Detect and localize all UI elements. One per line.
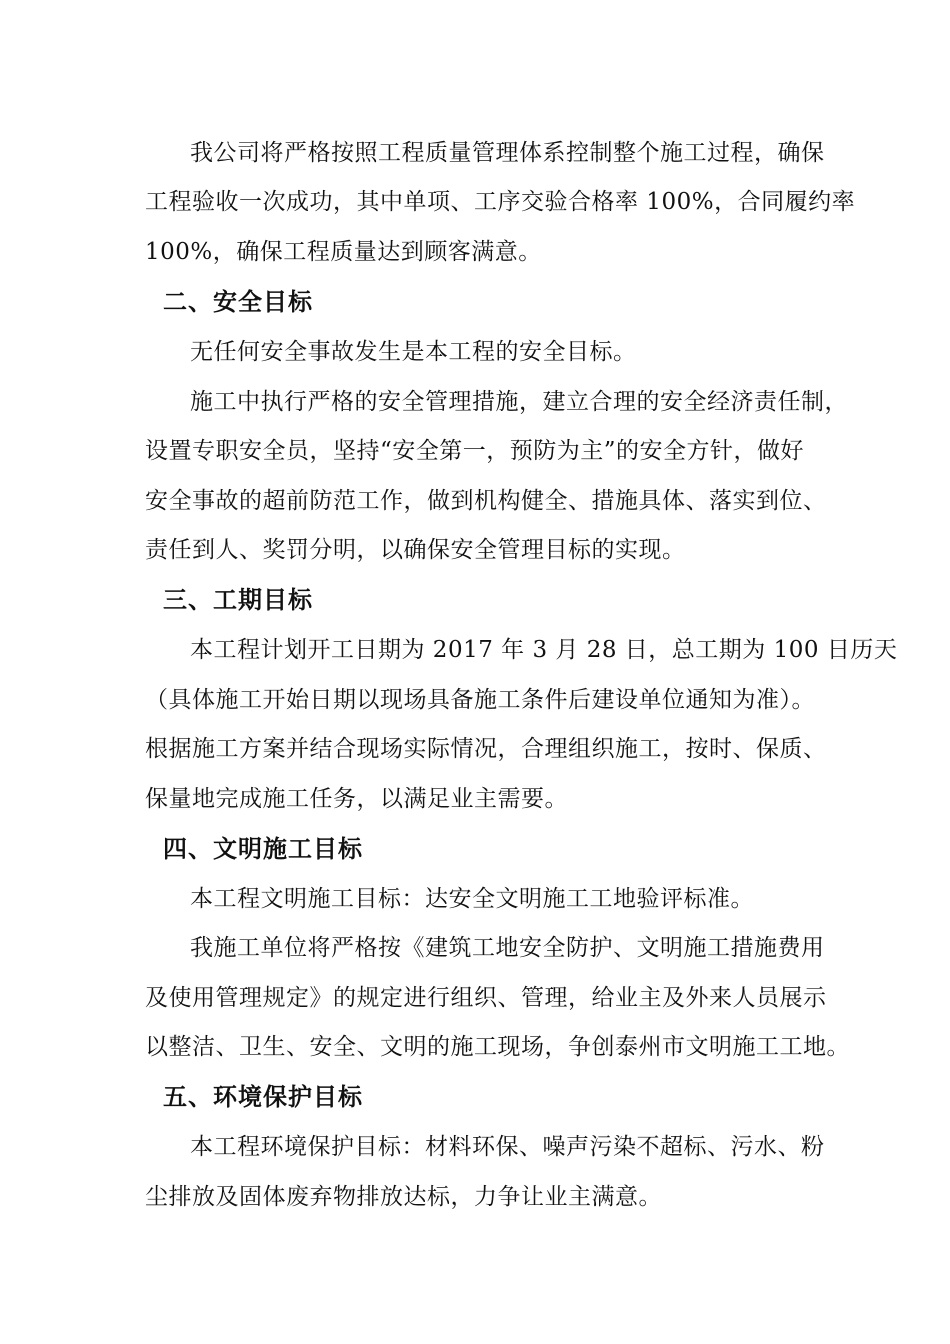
section-heading-safety: 二、安全目标 xyxy=(163,288,313,316)
paragraph-line: 本工程环境保护目标：材料环保、噪声污染不超标、污水、粉 xyxy=(190,1134,825,1160)
section-heading-civilized-construction: 四、文明施工目标 xyxy=(163,835,363,863)
paragraph-line: 保量地完成施工任务，以满足业主需要。 xyxy=(145,786,568,812)
paragraph-line: 我公司将严格按照工程质量管理体系控制整个施工过程，确保 xyxy=(190,140,825,166)
paragraph-line: 尘排放及固体废弃物排放达标，力争让业主满意。 xyxy=(145,1184,662,1210)
paragraph-line: 根据施工方案并结合现场实际情况，合理组织施工，按时、保质、 xyxy=(145,736,827,762)
paragraph-line: 设置专职安全员，坚持“安全第一，预防为主”的安全方针，做好 xyxy=(145,438,805,464)
paragraph-line: 安全事故的超前防范工作，做到机构健全、措施具体、落实到位、 xyxy=(145,488,827,514)
paragraph-line: 工程验收一次成功，其中单项、工序交验合格率 100%，合同履约率 xyxy=(145,189,856,215)
section-heading-schedule: 三、工期目标 xyxy=(163,586,313,614)
paragraph-line: 无任何安全事故发生是本工程的安全目标。 xyxy=(190,339,637,365)
paragraph-line: 责任到人、奖罚分明，以确保安全管理目标的实现。 xyxy=(145,537,686,563)
paragraph-line: 施工中执行严格的安全管理措施，建立合理的安全经济责任制， xyxy=(190,389,848,415)
paragraph-line: （具体施工开始日期以现场具备施工条件后建设单位通知为准）。 xyxy=(145,687,815,713)
paragraph-line: 100%，确保工程质量达到顾客满意。 xyxy=(145,239,542,265)
paragraph-line: 以整洁、卫生、安全、文明的施工现场，争创泰州市文明施工工地。 xyxy=(145,1034,850,1060)
section-heading-environment: 五、环境保护目标 xyxy=(163,1083,363,1111)
paragraph-line: 我施工单位将严格按《建筑工地安全防护、文明施工措施费用 xyxy=(190,935,825,961)
paragraph-line: 及使用管理规定》的规定进行组织、管理，给业主及外来人员展示 xyxy=(145,985,827,1011)
paragraph-line: 本工程文明施工目标：达安全文明施工工地验评标准。 xyxy=(190,886,754,912)
paragraph-line: 本工程计划开工日期为 2017 年 3 月 28 日，总工期为 100 日历天 xyxy=(190,637,898,663)
